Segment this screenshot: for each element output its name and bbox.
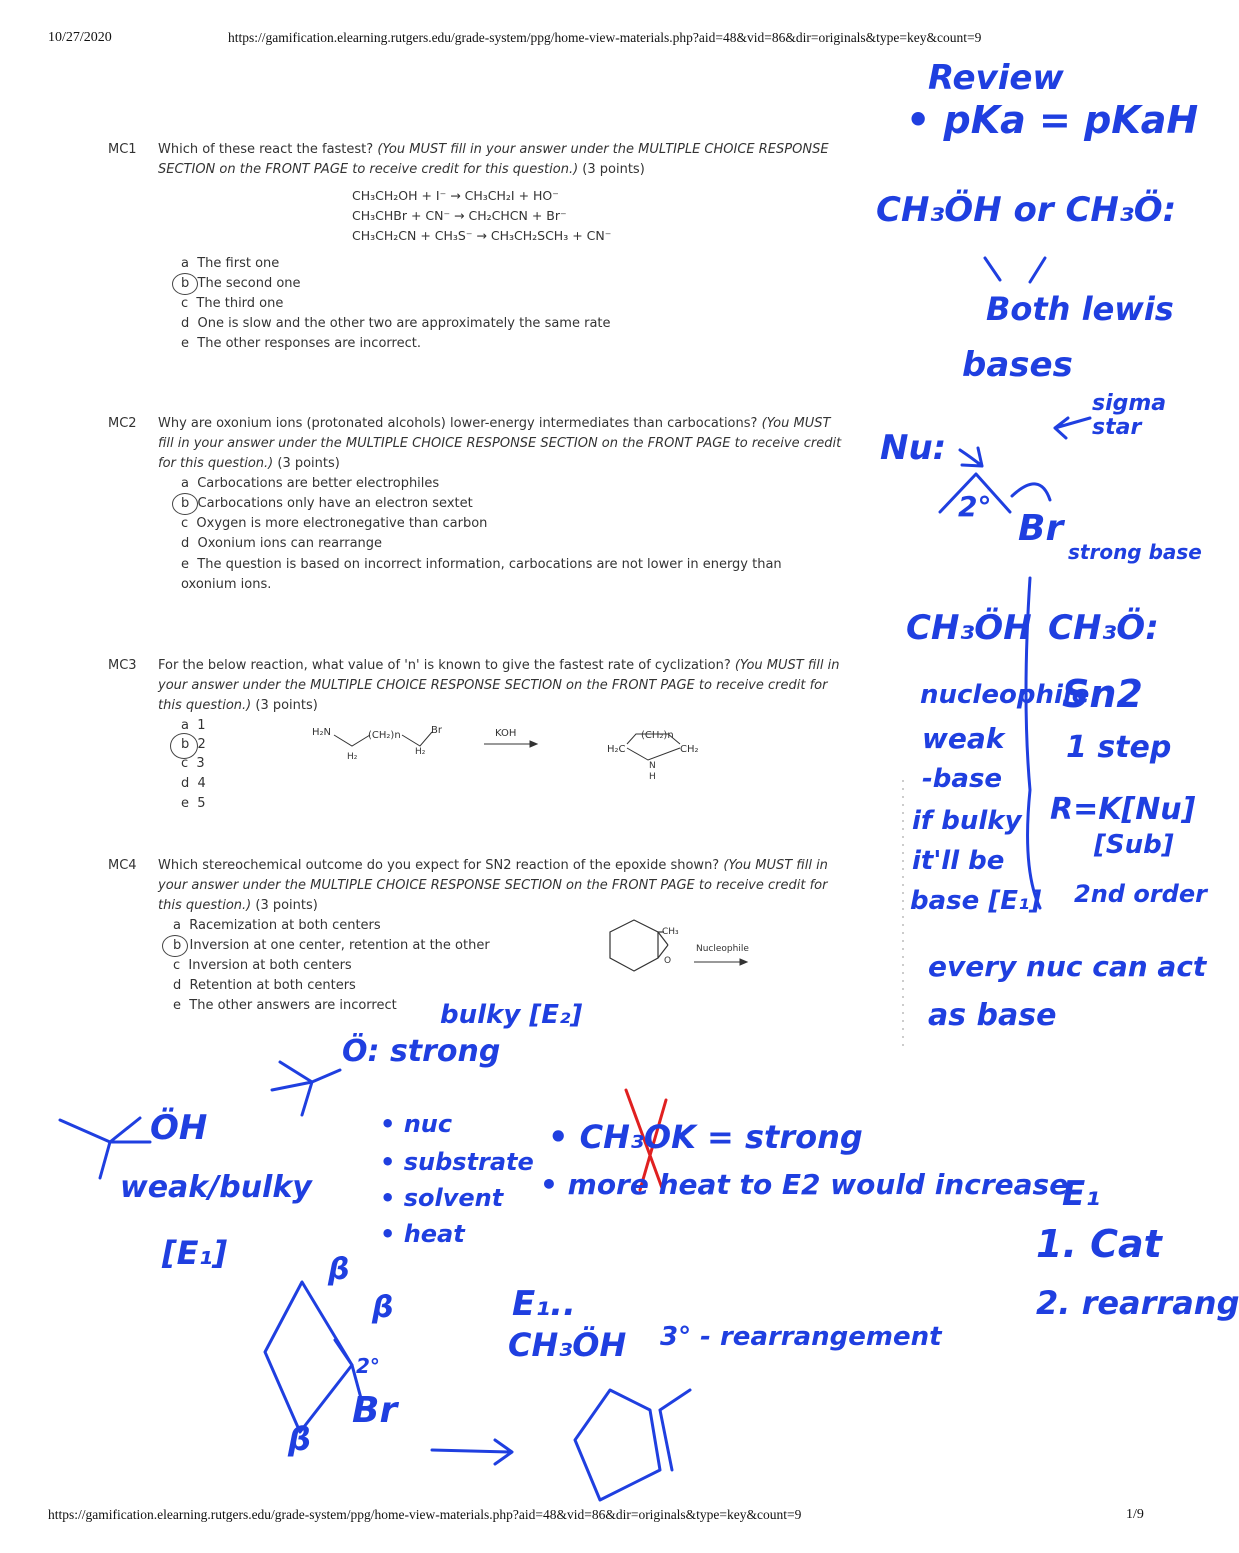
mc3-reaction-arrow bbox=[484, 741, 537, 747]
note-base: -base bbox=[922, 764, 1003, 794]
mc1-option-e: e The other responses are incorrect. bbox=[181, 336, 421, 351]
note-sn2: Sn2 bbox=[1062, 672, 1143, 716]
mc1-option-c: c The third one bbox=[181, 296, 284, 311]
mc2-option-c: c Oxygen is more electronegative than carbon bbox=[181, 516, 488, 531]
mc1-reaction-3: CH₃CH₂CN + CH₃S⁻ → CH₃CH₂SCH₃ + CN⁻ bbox=[352, 228, 612, 243]
note-o-strong: Ö: strong bbox=[342, 1034, 501, 1069]
mc2-question: Why are oxonium ions (protonated alcohols) lower-energy intermediates than carbocations? (You MUST fill in your answer under the MULTIPLE CHOICE RESPONSE SECTION on the FRONT PAGE to receive credit for this question.) (3 points) bbox=[158, 416, 842, 471]
note-e1-right: E₁ bbox=[1062, 1174, 1101, 1214]
note-rearrang: 2. rearrang bbox=[1036, 1284, 1239, 1322]
mc3-option-b: b 2 bbox=[181, 737, 206, 752]
note-list-substrate: • substrate bbox=[380, 1148, 534, 1176]
mc4-option-a: a Racemization at both centers bbox=[173, 918, 381, 933]
note-every-nuc: every nuc can act bbox=[928, 950, 1207, 983]
note-ch3o-column: CH₃Ö: bbox=[1048, 608, 1159, 648]
mc3-product-n: N bbox=[649, 761, 656, 771]
mc3-product-h: H bbox=[649, 772, 656, 782]
ink-product-ring bbox=[575, 1390, 690, 1500]
mc3-label: MC3 bbox=[108, 658, 137, 673]
note-cat: 1. Cat bbox=[1036, 1222, 1162, 1266]
mc3-br: Br bbox=[431, 725, 442, 736]
note-br: Br bbox=[1018, 508, 1064, 549]
ink-tbutyl-oh bbox=[60, 1118, 150, 1178]
mc4-ch3: CH₃ bbox=[662, 927, 679, 937]
note-e1-bracket: [E₁] bbox=[162, 1234, 228, 1272]
note-2-degree-b: 2° bbox=[356, 1354, 380, 1378]
note-review: Review bbox=[928, 58, 1064, 98]
ink-both-lewis-arrows bbox=[985, 258, 1045, 282]
ink-reaction-arrow bbox=[432, 1440, 512, 1464]
mc4-reaction-arrow bbox=[694, 959, 747, 965]
ink-leaving-arrow bbox=[1012, 484, 1050, 500]
note-pka: • pKa = pKaH bbox=[906, 98, 1199, 142]
mc1-label: MC1 bbox=[108, 142, 137, 157]
mc4-oxygen: O bbox=[664, 956, 672, 966]
note-itll-be: it'll be bbox=[912, 846, 1005, 876]
note-rate-law: R=K[Nu] bbox=[1050, 792, 1196, 827]
note-bases: bases bbox=[962, 345, 1073, 385]
mc3-h2-a: H₂ bbox=[347, 752, 358, 762]
mc1-reaction-2: CH₃CHBr + CN⁻ → CH₂CHCN + Br⁻ bbox=[352, 208, 567, 223]
mc1-question: Which of these react the fastest? (You MUST fill in your answer under the MULTIPLE CHOICE RESPONSE SECTION on the FRONT PAGE to receive credit for this question.) (3 points) bbox=[158, 142, 829, 177]
ink-sigma-star-arrow bbox=[1055, 418, 1090, 438]
mc1-option-a: a The first one bbox=[181, 256, 280, 271]
note-ch3ok-strong: • CH₃OK = strong bbox=[548, 1118, 863, 1156]
note-e1-mid: E₁.. bbox=[512, 1284, 576, 1324]
note-weak-bulky: weak/bulky bbox=[120, 1170, 312, 1205]
note-if-bulky: if bulky bbox=[912, 806, 1022, 836]
ink-cyclopentane bbox=[265, 1282, 352, 1432]
note-both-lewis: Both lewis bbox=[986, 290, 1174, 328]
note-nucleophile: nucleophile bbox=[920, 680, 1090, 710]
note-more-heat: • more heat to E2 would increase bbox=[540, 1168, 1069, 1201]
ink-nu-attack-arrow bbox=[960, 448, 982, 466]
note-base-e1: base [E₁] bbox=[910, 886, 1042, 916]
note-weak: weak bbox=[922, 722, 1005, 755]
note-list-nuc: • nuc bbox=[380, 1110, 453, 1138]
note-sigma-star: sigma star bbox=[1092, 391, 1167, 440]
mc4-option-e: e The other answers are incorrect bbox=[173, 998, 397, 1013]
mc3-h2n: H₂N bbox=[312, 727, 332, 738]
note-strong-base: strong base bbox=[1068, 540, 1202, 564]
mc4-option-b: b Inversion at one center, retention at the other bbox=[173, 938, 490, 953]
note-one-step: 1 step bbox=[1066, 730, 1172, 765]
mc2-option-d: d Oxonium ions can rearrange bbox=[181, 536, 383, 551]
print-date: 10/27/2020 bbox=[48, 30, 112, 45]
page-number: 1/9 bbox=[1126, 1507, 1144, 1522]
note-nu: Nu: bbox=[880, 428, 947, 468]
mc4-option-c: c Inversion at both centers bbox=[173, 958, 352, 973]
note-ch3oh-or: CH₃ÖH or CH₃Ö: bbox=[876, 190, 1177, 230]
mc2-option-b: b Carbocations only have an electron sextet bbox=[181, 496, 473, 511]
mc3-option-a: a 1 bbox=[181, 718, 206, 733]
note-3-degree: 3° - rearrangement bbox=[660, 1322, 942, 1352]
mc2-label: MC2 bbox=[108, 416, 137, 431]
note-ch3oh-column: CH₃ÖH bbox=[906, 608, 1032, 648]
mc1-option-d: d One is slow and the other two are approximately the same rate bbox=[181, 316, 611, 331]
mc3-option-e: e 5 bbox=[181, 796, 206, 811]
note-bulky-e2: bulky [E₂] bbox=[440, 1000, 583, 1030]
mc4-epoxide-structure bbox=[610, 920, 668, 971]
ink-tbutoxide bbox=[272, 1062, 340, 1115]
note-beta-1: β bbox=[328, 1252, 350, 1287]
mc4-question: Which stereochemical outcome do you expect for SN2 reaction of the epoxide shown? (You MUST fill in your answer under the MULTIPLE CHOICE RESPONSE SECTION on the FRONT PAGE to receive credit for this question.) (3 points) bbox=[158, 858, 828, 913]
note-beta-2: β bbox=[372, 1290, 394, 1325]
mc3-reactant-structure bbox=[334, 732, 432, 746]
note-as-base: as base bbox=[928, 998, 1057, 1033]
mc3-h2-b: H₂ bbox=[415, 747, 426, 757]
note-second-order: 2nd order bbox=[1074, 880, 1207, 908]
mc3-question: For the below reaction, what value of 'n' is known to give the fastest rate of cyclization? (You MUST fill in your answer under the MULTIPLE CHOICE RESPONSE SECTION on the FRONT PAGE to receive credit for this question.) (3 points) bbox=[158, 658, 840, 713]
mc2-option-e-continued: oxonium ions. bbox=[181, 577, 272, 592]
note-list-solvent: • solvent bbox=[380, 1184, 504, 1212]
mc3-reagent: KOH bbox=[495, 728, 517, 739]
mc4-option-d: d Retention at both centers bbox=[173, 978, 356, 993]
mc4-reagent: Nucleophile bbox=[696, 944, 749, 954]
mc3-product-right: CH₂ bbox=[680, 744, 699, 755]
mc1-reaction-1: CH₃CH₂OH + I⁻ → CH₃CH₂I + HO⁻ bbox=[352, 188, 559, 203]
note-substrate-bracket: [Sub] bbox=[1094, 830, 1174, 860]
mc2-option-e: e The question is based on incorrect information, carbocations are not lower in energy than bbox=[181, 557, 782, 572]
note-2-degree: 2° bbox=[958, 490, 992, 523]
mc3-option-c: c 3 bbox=[181, 756, 205, 771]
mc2-option-a: a Carbocations are better electrophiles bbox=[181, 476, 440, 491]
note-beta-3: β bbox=[288, 1420, 311, 1458]
mc3-product-chain: (CH₂)n bbox=[641, 730, 674, 741]
mc3-product-ring bbox=[627, 734, 680, 760]
mc3-chain: (CH₂)n bbox=[368, 730, 401, 741]
mc1-option-b: b The second one bbox=[181, 276, 301, 291]
note-oh: ÖH bbox=[150, 1108, 208, 1148]
footer-url: https://gamification.elearning.rutgers.edu/grade-system/ppg/home-view-materials.php?aid=48&vid=86&dir=originals&type=key&count=9 bbox=[48, 1507, 802, 1522]
note-ch3oh-mid: CH₃ÖH bbox=[508, 1326, 627, 1364]
note-list-heat: • heat bbox=[380, 1220, 465, 1248]
print-url: https://gamification.elearning.rutgers.edu/grade-system/ppg/home-view-materials.php?aid=48&vid=86&dir=originals&type=key&count=9 bbox=[228, 30, 982, 45]
mc3-option-d: d 4 bbox=[181, 776, 206, 791]
mc3-product-left: H₂C bbox=[607, 744, 626, 755]
note-br-b: Br bbox=[352, 1390, 398, 1431]
mc4-label: MC4 bbox=[108, 858, 137, 873]
